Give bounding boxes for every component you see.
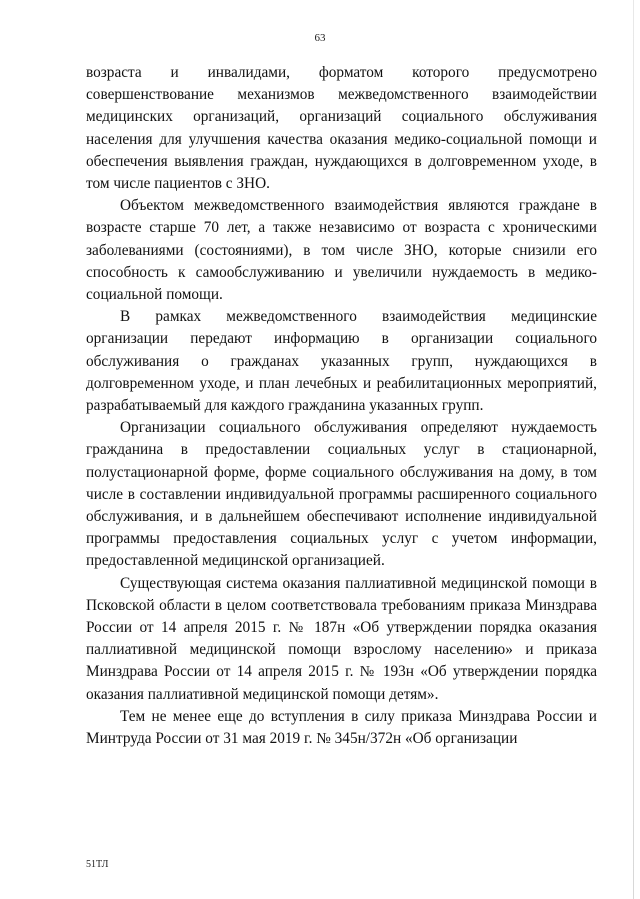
document-body <box>86 62 597 750</box>
paragraph-4: Организации социального обслуживания определяют нуждаемость гражданина в предоставлении социальных услуг в стационарной, полустационарной форме, форме социального обслуживания на дому, в том числе в составлении индивидуальной программы расширенного социального обслуживания, и в дальнейшем обеспечивают исполнение индивидуальной программы предоставления социальных услуг с учетом информации, предоставленной медицинской организацией. <box>86 419 597 570</box>
paragraph-6: Тем не менее еще до вступления в силу приказа Минздрава России и Минтруда России от 31 мая 2019 г. № 345н/372н «Об организации <box>86 707 597 748</box>
paragraph-3: В рамках межведомственного взаимодействия медицинские организации передают информацию в организации социального обслуживания о гражданах указанных групп, нуждающихся в долговременном уходе, и план лечебных и реабилитационных мероприятий, разрабатываемый для каждого гражданина указанных групп. <box>86 308 597 415</box>
paragraph-1: возраста и инвалидами, форматом которого предусмотрено совершенствование механизмов межведомственного взаимодействии медицинских организаций, организаций социального обслуживания населения для улучшения качества оказания медико-социальной помощи и обеспечения выявления граждан, нуждающихся в долговременном уходе, в том числе пациентов с ЗНО. <box>86 64 597 193</box>
scan-edge <box>633 0 634 899</box>
paragraph-2: Объектом межведомственного взаимодействия являются граждане в возрасте старше 70 лет, а также независимо от возраста с хроническими заболеваниями (состояниями), в том числе ЗНО, которые снизили его способность к самообслуживанию и увеличили нуждаемость в медико-социальной помощи. <box>86 197 597 304</box>
page-number: 63 <box>314 32 326 44</box>
paragraph-5: Существующая система оказания паллиативной медицинской помощи в Псковской области в целом соответствовала требованиям приказа Минздрава России от 14 апреля 2015 г. № 187н «Об утверждении порядка оказания паллиативной медицинской помощи взрослому населению» и приказа Минздрава России от 14 апреля 2015 г. № 193н «Об утверждении порядка оказания паллиативной медицинской помощи детям». <box>86 574 597 703</box>
document-code: 51ТЛ <box>86 859 109 870</box>
